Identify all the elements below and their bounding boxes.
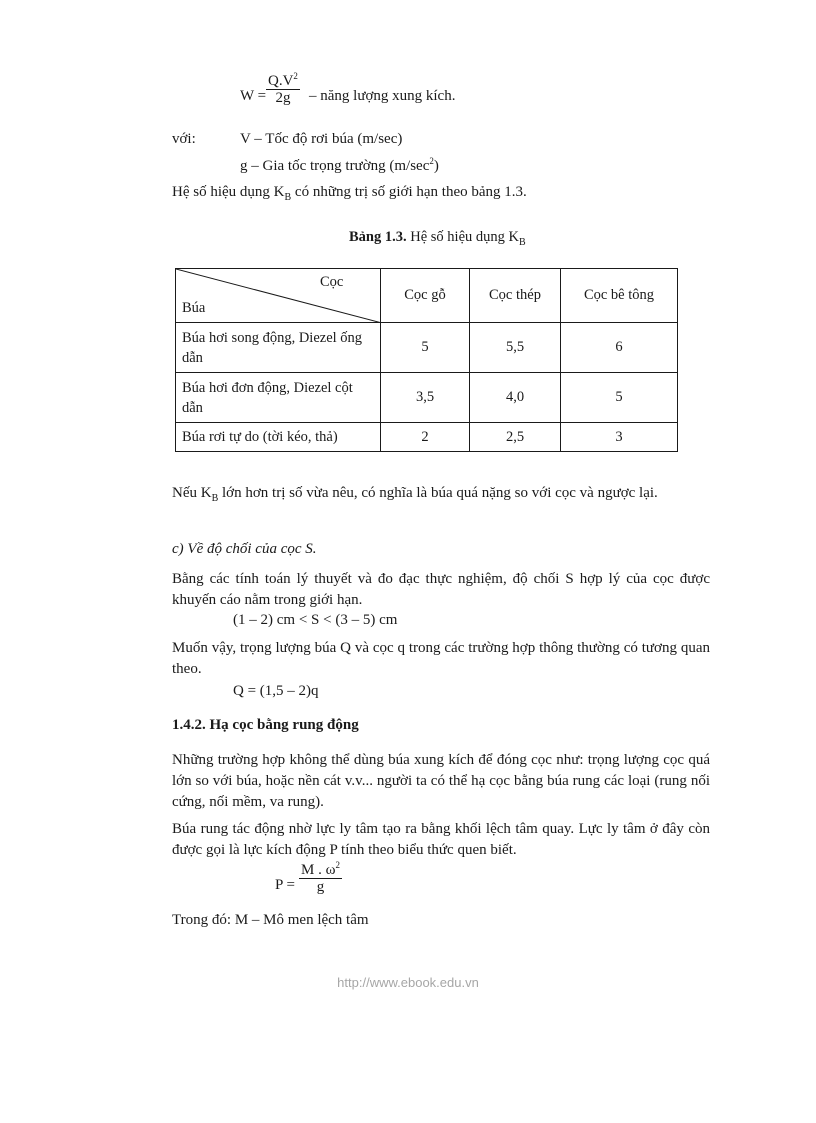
table-corner-cell [176,269,381,323]
table-cell: 4,0 [470,373,561,423]
section-142-heading: 1.4.2. Hạ cọc bằng rung động [172,717,359,733]
row-label: Búa hơi song động, Diezel ống dẫn [176,323,381,373]
section-c-heading: c) Về độ chối của cọc S. [172,541,317,557]
where-g-line: g – Gia tốc trọng trường $(m/\sec^2)$ [240,156,439,174]
row-label: Búa rơi tự do (tời kéo, thả) [176,423,381,452]
formula-w-lhs: W = [240,88,267,104]
table-cell: 5 [561,373,678,423]
table-row [176,423,678,452]
col-header: Cọc bê tông [561,269,678,323]
table-cell: 5 [381,323,470,373]
formula-p-lhs: P = [275,877,295,893]
formula-p-numerator: M . ω [301,862,336,878]
row-label: Búa hơi đơn động, Diezel cột dẫn [176,373,381,423]
table-cell: 2 [381,423,470,452]
formula-p-denominator: g [316,879,325,895]
table-row [176,373,678,423]
where-label: với: [172,131,196,147]
table-row [176,323,678,373]
col-header: Cọc thép [470,269,561,323]
formula-w-numerator: Q.V [268,73,294,89]
q-equation: Q = (1,5 – 2)q [233,683,319,699]
table-cell: 6 [561,323,678,373]
table-cell: 5,5 [470,323,561,373]
paragraph-rung-1: Những trường hợp không thể dùng búa xung kích để đóng cọc như: trọng lượng cọc quá lớn so với búa, hoặc nền cát v.v... người ta có thể hạ cọc bằng búa rung các loại (rung nối cứng, nối mềm, va rung). [172,752,710,810]
coefficient-table [175,268,678,452]
where-v-line: V – Tốc độ rơi búa (m/sec) [240,131,403,147]
table-caption: Bảng 1.3. Hệ số hiệu dụng $K_B$ [349,229,526,248]
table-cell: 3,5 [381,373,470,423]
formula-w-exponent: 2 [293,71,298,81]
paragraph-q: Muốn vậy, trọng lượng búa Q và cọc q trong các trường hợp thông thường có tương quan theo. [172,640,710,677]
paragraph-kb: Nếu $K_B$ lớn hơn trị số vừa nêu, có nghĩa là búa quá nặng so với cọc và ngược lại. [172,485,658,504]
formula-w-fraction [266,73,300,107]
col-header: Cọc gỗ [381,269,470,323]
corner-header-coc: Cọc [320,274,344,290]
table-cell: 2,5 [470,423,561,452]
kb-sentence: Hệ số hiệu dụng $K_B$ có những trị số giới hạn theo bảng 1.3. [172,184,527,203]
formula-p-exponent: 2 [335,860,340,870]
paragraph-rung-2: Búa rung tác động nhờ lực ly tâm tạo ra bằng khối lệch tâm quay. Lực ly tâm ở đây còn được gọi là lực kích động P tính theo biểu thức quen biết. [172,821,710,858]
corner-header-bua: Búa [182,300,206,316]
corner-diagonal-line [176,269,382,323]
table-cell: 3 [561,423,678,452]
table-header-row [176,269,678,323]
paragraph-s: Bằng các tính toán lý thuyết và đo đạc thực nghiệm, độ chối S hợp lý của cọc được khuyến cáo nằm trong giới hạn. [172,571,710,608]
footer-url: http://www.ebook.edu.vn [337,975,479,990]
formula-w-denominator: 2g [275,90,291,106]
range-s-equation: (1 – 2) cm < S < (3 – 5) cm [233,612,398,628]
formula-p-fraction [299,862,342,896]
where-m-line: Trong đó: M – Mô men lệch tâm [172,912,369,928]
formula-w-description: – năng lượng xung kích. [309,88,456,104]
